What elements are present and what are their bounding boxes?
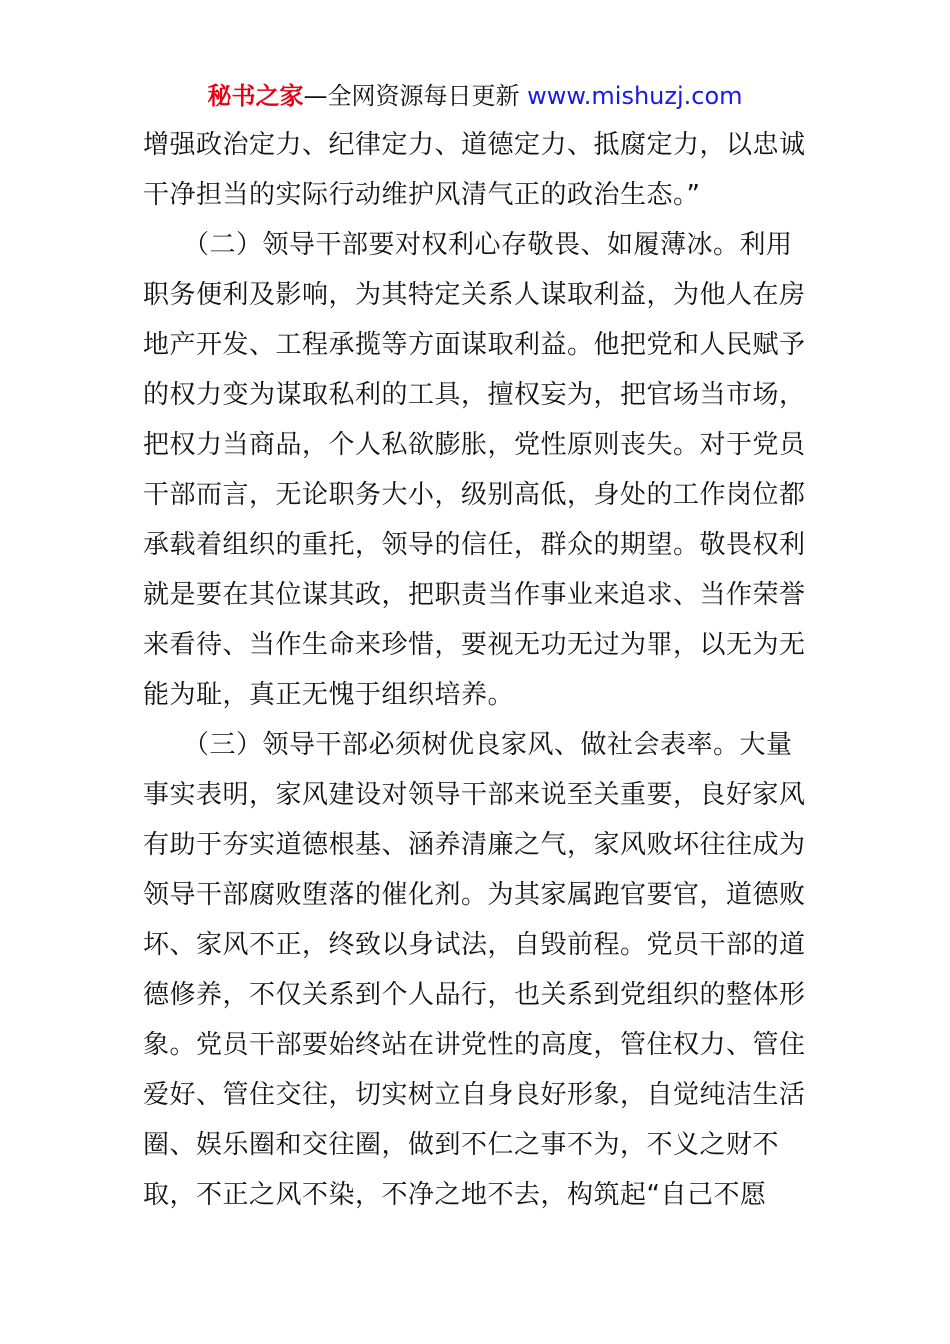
text-line: 的权力变为谋取私利的工具，擅权妄为，把官场当市场， (143, 380, 806, 410)
site-brand: 秘书之家 (207, 82, 304, 110)
site-tagline: —全网资源每日更新 (303, 82, 528, 110)
text-line: 领导干部腐败堕落的催化剂。为其家属跑官要官，道德败 (143, 880, 806, 910)
site-header (0, 80, 950, 112)
site-url-link[interactable]: www.mishuzj.com (527, 82, 743, 110)
text-line: 爱好、管住交往，切实树立自身良好形象，自觉纯洁生活 (143, 1080, 806, 1110)
text-line: 地产开发、工程承揽等方面谋取利益。他把党和人民赋予 (143, 330, 806, 360)
text-line: 取，不正之风不染，不净之地不去，构筑起“自己不愿 (143, 1180, 767, 1210)
text-line: 干部而言，无论职务大小，级别高低，身处的工作岗位都 (143, 480, 806, 510)
text-line: （二）领导干部要对权利心存敬畏、如履薄冰。利用 (143, 230, 793, 260)
text-line: 干净担当的实际行动维护风清气正的政治生态。” (143, 180, 701, 210)
text-line: 来看待、当作生命来珍惜，要视无功无过为罪，以无为无 (143, 630, 806, 660)
text-line: 把权力当商品，个人私欲膨胀，党性原则丧失。对于党员 (143, 430, 806, 460)
text-line: （三）领导干部必须树优良家风、做社会表率。大量 (143, 730, 793, 760)
text-line: 坏、家风不正，终致以身试法，自毁前程。党员干部的道 (143, 930, 806, 960)
text-line: 有助于夯实道德根基、涵养清廉之气，家风败坏往往成为 (143, 830, 806, 860)
text-line: 增强政治定力、纪律定力、道德定力、抵腐定力，以忠诚 (143, 130, 806, 160)
document-body (143, 120, 809, 1220)
text-line: 德修养，不仅关系到个人品行，也关系到党组织的整体形 (143, 980, 806, 1010)
text-line: 职务便利及影响，为其特定关系人谋取利益，为他人在房 (143, 280, 806, 310)
text-line: 承载着组织的重托，领导的信任，群众的期望。敬畏权利 (143, 530, 806, 560)
text-line: 能为耻，真正无愧于组织培养。 (143, 680, 515, 710)
text-line: 事实表明，家风建设对领导干部来说至关重要，良好家风 (143, 780, 806, 810)
text-line: 就是要在其位谋其政，把职责当作事业来追求、当作荣誉 (143, 580, 806, 610)
text-line: 圈、娱乐圈和交往圈，做到不仁之事不为，不义之财不 (143, 1130, 780, 1160)
text-line: 象。党员干部要始终站在讲党性的高度，管住权力、管住 (143, 1030, 806, 1060)
